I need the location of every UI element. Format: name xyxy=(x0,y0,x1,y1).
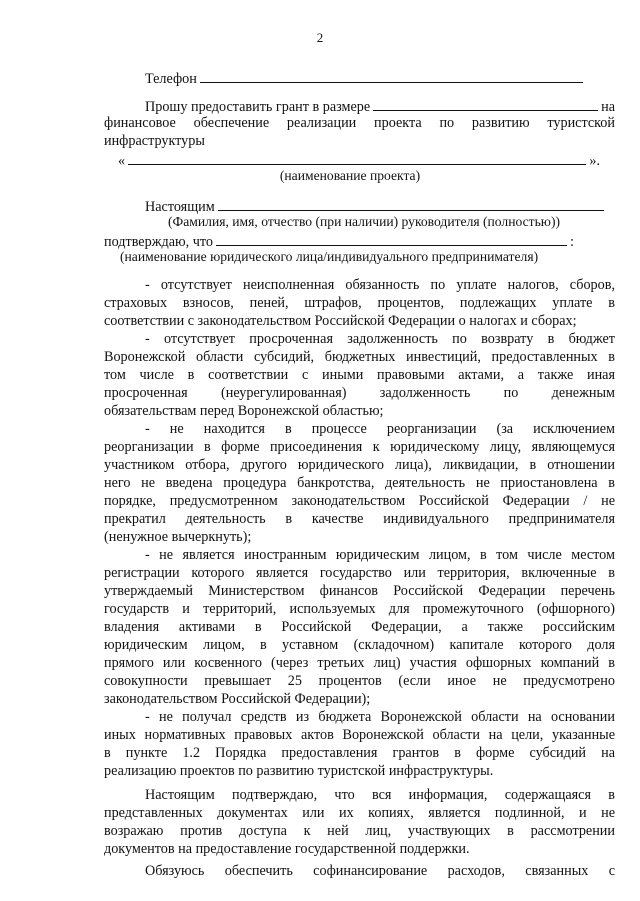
head-name-caption: (Фамилия, имя, отчество (при наличии) руководителя (полностью)) xyxy=(168,214,560,229)
entity-caption: (наименование юридического лица/индивидуального предпринимателя) xyxy=(120,249,539,264)
grant-amount-row: Прошу предоставить грант в размере на xyxy=(145,96,615,116)
body-line: владения активами в Российской Федерации, а также российским xyxy=(104,619,615,635)
project-name-row: « ». xyxy=(118,150,600,170)
body-line: реорганизации в форме присоединения к юридическому лицу, являющемуся xyxy=(104,439,615,455)
body-line: прекратил деятельность в качестве индивидуального предпринимателя xyxy=(104,511,615,527)
body-line: законодательством Российской Федерации); xyxy=(104,691,371,707)
body-line: - не находится в процессе реорганизации (за исключением xyxy=(145,421,615,437)
body-line: обязательствам перед Воронежской областью; xyxy=(104,403,384,419)
project-name-field[interactable] xyxy=(128,150,586,165)
body-line: возражаю против доступа к ней лиц, участвующих в рассмотрении xyxy=(104,823,615,839)
entity-row: подтверждаю, что : xyxy=(104,231,574,251)
body-line: - не является иностранным юридическим лицом, в том числе местом xyxy=(145,547,615,563)
project-name-caption: (наименование проекта) xyxy=(279,168,421,183)
body-line: реализацию проектов по развитию туристской инфраструктуры. xyxy=(104,763,494,779)
body-line: - не получал средств из бюджета Воронежской области на основании xyxy=(145,709,615,725)
body-line: регистрации которого является государство или территория, включенные в xyxy=(104,565,615,581)
body-line: государств и территорий, используемых для промежуточного (офшорного) xyxy=(104,601,615,617)
grant-request-text: Прошу предоставить грант в размере xyxy=(145,99,371,115)
page-number: 2 xyxy=(316,30,324,45)
body-line: Обязуюсь обеспечить софинансирование расходов, связанных с xyxy=(145,863,615,879)
body-line: иных нормативных правовых актов Воронежской области на цели, указанные xyxy=(104,727,615,743)
body-line: просроченная (неурегулированная) задолженность по денежным xyxy=(104,385,615,401)
body-line: том числе в соответствии с иными правовыми актами, а также иная xyxy=(104,367,615,383)
body-line: документов на предоставление государственной поддержки. xyxy=(104,841,470,857)
body-line: в пункте 1.2 Порядка предоставления грантов в форме субсидий на xyxy=(104,745,615,761)
body-line: представленных документах или их копиях, является подлинной, и не xyxy=(104,805,615,821)
body-line: него не введена процедура банкротства, деятельность не приостановлена в xyxy=(104,475,615,491)
body-line: - отсутствует неисполненная обязанность по уплате налогов, сборов, xyxy=(145,277,615,293)
body-line: страховых взносов, пеней, штрафов, процентов, подлежащих уплате в xyxy=(104,295,615,311)
confirm-label: Настоящим xyxy=(145,199,215,215)
grant-purpose-line: инфраструктуры xyxy=(104,133,205,149)
body-line: порядке, предусмотренном законодательством Российской Федерации / не xyxy=(104,493,615,509)
phone-label: Телефон xyxy=(145,71,197,87)
body-line: (ненужное вычеркнуть); xyxy=(104,529,252,545)
body-line: Воронежской области субсидий, бюджетных инвестиций, предоставленных в xyxy=(104,349,615,365)
body-line: участником отбора, другого юридического лица), ликвидации, в отношении xyxy=(104,457,615,473)
phone-row xyxy=(145,68,583,88)
head-name-field[interactable] xyxy=(218,196,604,211)
body-line: совокупности превышает 25 процентов (если иное не предусмотрено xyxy=(104,673,615,689)
entity-name-field[interactable] xyxy=(216,231,567,246)
body-line: - отсутствует просроченная задолженность по возврату в бюджет xyxy=(145,331,615,347)
body-line: соответствии с законодательством Российской Федерации о налогах и сборах; xyxy=(104,313,577,329)
phone-field[interactable] xyxy=(200,68,583,83)
grant-purpose-line: финансовое обеспечение реализации проекта по развитию туристской xyxy=(104,115,615,131)
body-line: Настоящим подтверждаю, что вся информация, содержащаяся в xyxy=(145,787,615,803)
body-line: утверждаемый Министерством финансов Российской Федерации перечень xyxy=(104,583,615,599)
body-line: прямого или косвенного (через третьих лиц) участия офшорных компаний в xyxy=(104,655,615,671)
grant-amount-field[interactable] xyxy=(373,96,598,111)
body-line: юридическим лицом, в уставном (складочном) капитале которого доля xyxy=(104,637,615,653)
